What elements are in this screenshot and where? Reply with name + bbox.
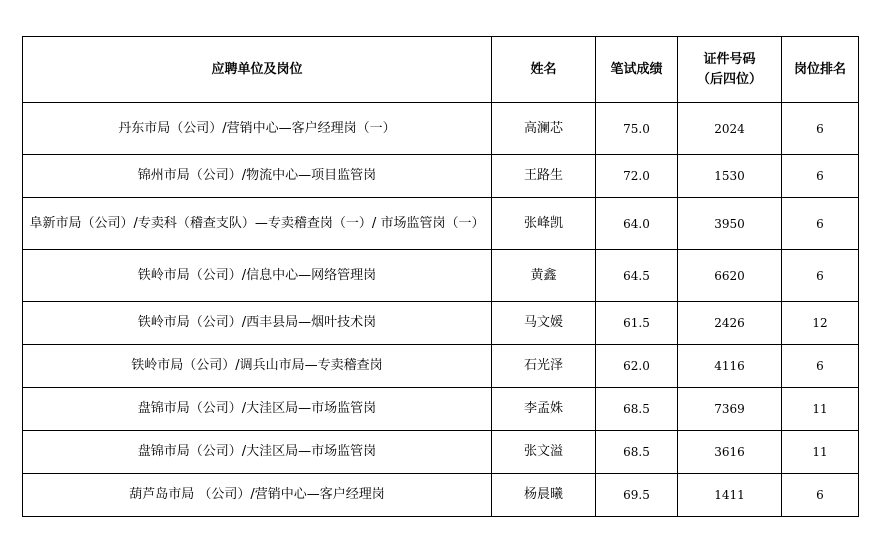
cell-id-last4: 4116 xyxy=(678,345,782,388)
cell-score: 72.0 xyxy=(596,155,678,198)
cell-name: 李孟姝 xyxy=(492,388,596,431)
results-table xyxy=(22,36,859,517)
cell-score: 64.5 xyxy=(596,250,678,302)
cell-id-last4: 2024 xyxy=(678,103,782,155)
cell-score: 69.5 xyxy=(596,474,678,517)
table-row xyxy=(23,302,859,345)
cell-name: 石光泽 xyxy=(492,345,596,388)
cell-unit: 葫芦岛市局 （公司）/营销中心—客户经理岗 xyxy=(23,474,492,517)
cell-unit: 铁岭市局（公司）/西丰县局—烟叶技术岗 xyxy=(23,302,492,345)
cell-score: 68.5 xyxy=(596,431,678,474)
table-row xyxy=(23,388,859,431)
cell-name: 王路生 xyxy=(492,155,596,198)
cell-name: 杨晨曦 xyxy=(492,474,596,517)
cell-id-last4: 3950 xyxy=(678,198,782,250)
cell-id-last4: 1411 xyxy=(678,474,782,517)
cell-name: 高澜芯 xyxy=(492,103,596,155)
cell-unit: 盘锦市局（公司）/大洼区局—市场监管岗 xyxy=(23,431,492,474)
cell-id-last4: 6620 xyxy=(678,250,782,302)
table-row xyxy=(23,250,859,302)
cell-unit: 锦州市局（公司）/物流中心—项目监管岗 xyxy=(23,155,492,198)
header-rank: 岗位排名 xyxy=(782,37,859,103)
cell-rank: 6 xyxy=(782,155,859,198)
cell-score: 75.0 xyxy=(596,103,678,155)
header-score: 笔试成绩 xyxy=(596,37,678,103)
cell-unit: 铁岭市局（公司）/信息中心—网络管理岗 xyxy=(23,250,492,302)
cell-rank: 12 xyxy=(782,302,859,345)
cell-rank: 11 xyxy=(782,388,859,431)
header-name: 姓名 xyxy=(492,37,596,103)
cell-id-last4: 3616 xyxy=(678,431,782,474)
header-row xyxy=(23,37,859,103)
table-row xyxy=(23,155,859,198)
cell-rank: 6 xyxy=(782,250,859,302)
cell-rank: 6 xyxy=(782,345,859,388)
header-id-line2: （后四位） xyxy=(696,71,762,87)
cell-unit: 铁岭市局（公司）/调兵山市局—专卖稽查岗 xyxy=(23,345,492,388)
cell-score: 68.5 xyxy=(596,388,678,431)
table-row xyxy=(23,474,859,517)
cell-id-last4: 1530 xyxy=(678,155,782,198)
table-row xyxy=(23,103,859,155)
cell-rank: 6 xyxy=(782,474,859,517)
cell-score: 61.5 xyxy=(596,302,678,345)
header-id xyxy=(678,37,782,103)
header-unit: 应聘单位及岗位 xyxy=(23,37,492,103)
table-row xyxy=(23,431,859,474)
cell-name: 黄鑫 xyxy=(492,250,596,302)
cell-id-last4: 2426 xyxy=(678,302,782,345)
cell-score: 64.0 xyxy=(596,198,678,250)
cell-unit: 丹东市局（公司）/营销中心—客户经理岗（一） xyxy=(23,103,492,155)
cell-rank: 6 xyxy=(782,198,859,250)
header-id-line1: 证件号码 xyxy=(703,51,756,67)
cell-unit: 盘锦市局（公司）/大洼区局—市场监管岗 xyxy=(23,388,492,431)
cell-score: 62.0 xyxy=(596,345,678,388)
table-body xyxy=(23,103,859,517)
cell-name: 马文媛 xyxy=(492,302,596,345)
table-row xyxy=(23,198,859,250)
cell-rank: 11 xyxy=(782,431,859,474)
cell-rank: 6 xyxy=(782,103,859,155)
cell-name: 张峰凯 xyxy=(492,198,596,250)
cell-name: 张文溢 xyxy=(492,431,596,474)
table-row xyxy=(23,345,859,388)
cell-unit: 阜新市局（公司）/专卖科（稽查支队）—专卖稽查岗（一）/ 市场监管岗（一） xyxy=(23,198,492,250)
cell-id-last4: 7369 xyxy=(678,388,782,431)
